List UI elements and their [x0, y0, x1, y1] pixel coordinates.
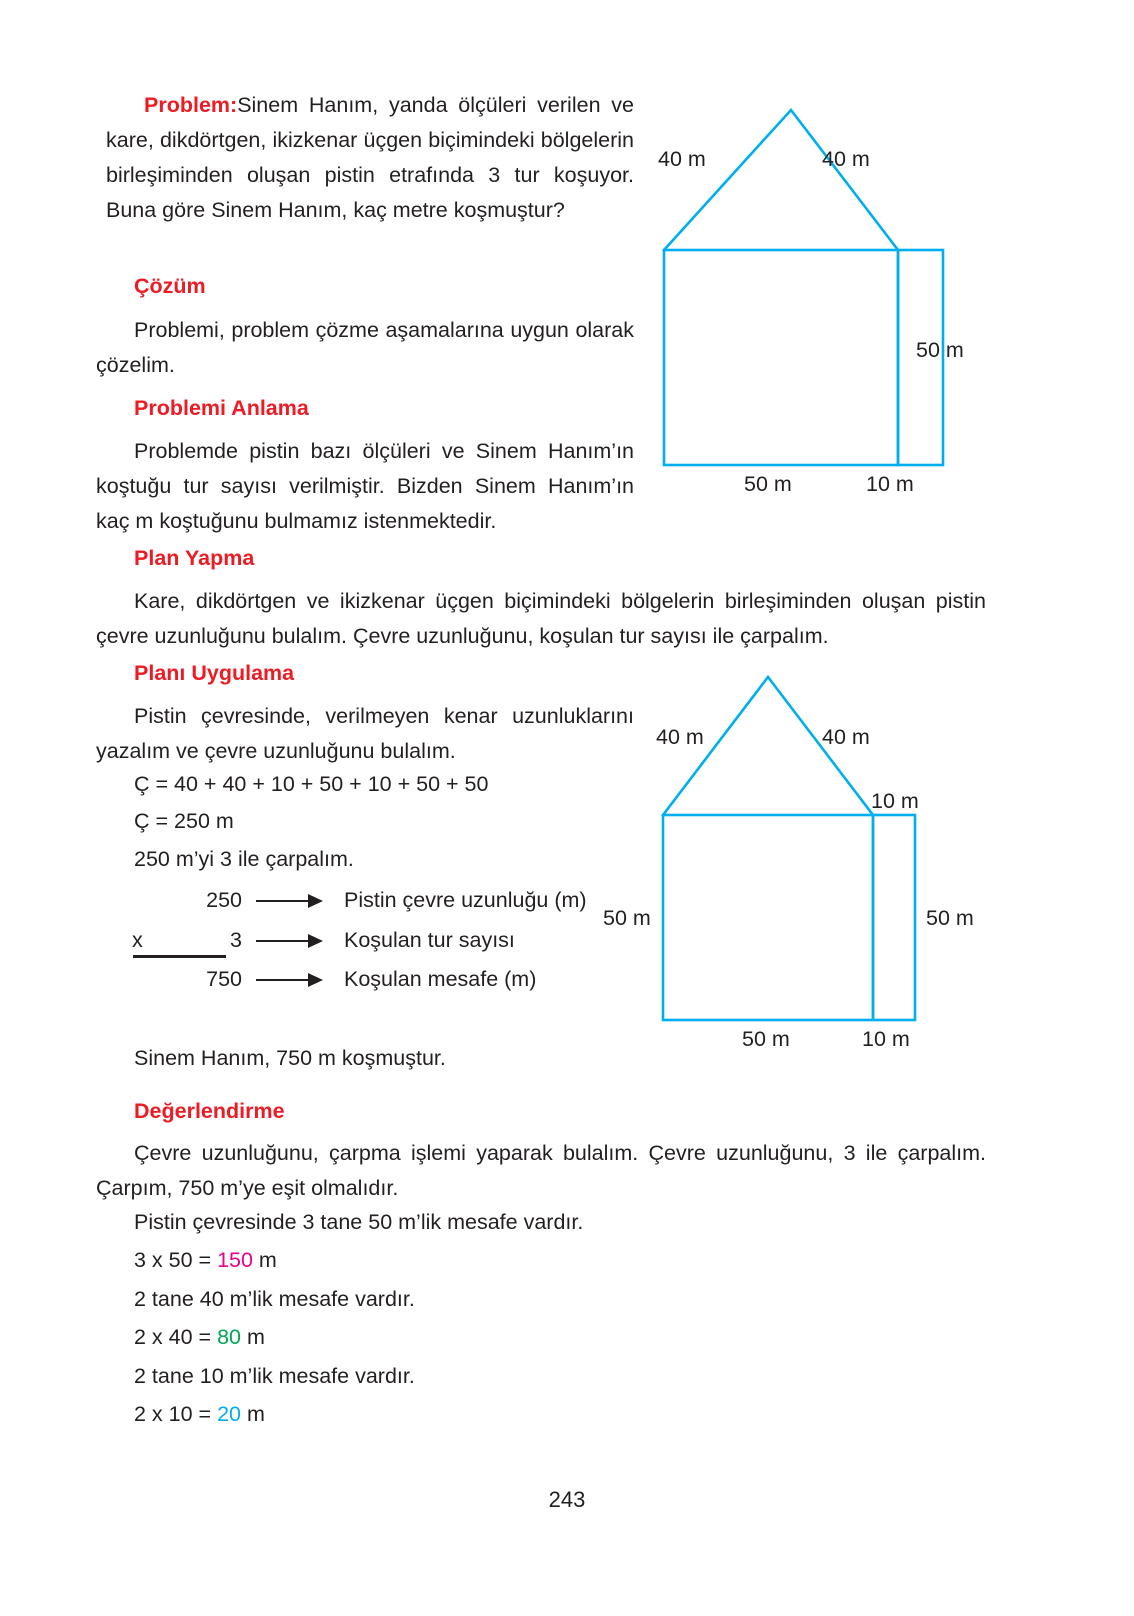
figure-bottom-label-right-side: 50 m — [926, 906, 974, 930]
multiplication-operator: x — [132, 928, 143, 952]
perimeter-sum-line: Ç = 40 + 40 + 10 + 50 + 10 + 50 + 50 — [134, 772, 489, 796]
planning-paragraph: Kare, dikdörtgen ve ikizkenar üçgen biçimindeki bölgelerin birleşiminden oluşan pistin çevre uzunluğunu bulalım. Çevre uzunluğunu, koşulan tur sayısı ile çarpalım. — [96, 589, 986, 648]
square-region-outline — [663, 815, 873, 1020]
applying-paragraph: Pistin çevresinde, verilmeyen kenar uzunluklarını yazalım ve çevre uzunluğunu bulalım. — [96, 704, 634, 763]
check-equation-prefix: 2 x 10 = — [134, 1402, 218, 1426]
arrow-right-icon — [256, 932, 330, 950]
multiplication-row-2 — [132, 928, 515, 953]
heading-degerlendirme: Değerlendirme — [134, 1099, 285, 1123]
problem-paragraph — [106, 88, 640, 228]
check-equation-prefix: 3 x 50 = — [134, 1248, 218, 1272]
check-equation-2 — [134, 1322, 265, 1352]
multiplication-row-1 — [160, 888, 587, 913]
check-equation-prefix: 2 x 40 = — [134, 1325, 218, 1349]
multiplication-description: Koşulan mesafe (m) — [344, 967, 537, 991]
multiply-instruction-line: 250 m’yi 3 ile çarpalım. — [134, 847, 354, 871]
check-equation-1 — [134, 1245, 277, 1275]
check-equation-value: 20 — [217, 1402, 241, 1426]
check-equation-unit: m — [241, 1402, 265, 1426]
check-equation-unit: m — [252, 1248, 277, 1272]
multiplication-description: Pistin çevre uzunluğu (m) — [344, 888, 587, 912]
page-number: 243 — [548, 1487, 586, 1512]
figure-bottom-label-top-right: 10 m — [871, 789, 919, 813]
check-equation-unit: m — [241, 1325, 265, 1349]
multiplication-description: Koşulan tur sayısı — [344, 928, 515, 952]
check-equation-value: 150 — [217, 1248, 253, 1272]
figure-bottom-label-bottom-right: 10 m — [862, 1027, 910, 1051]
figure-top-label-bottom-right: 10 m — [866, 472, 914, 496]
figure-bottom-svg — [590, 665, 1010, 1075]
multiplication-row-3 — [160, 967, 536, 992]
figure-bottom-label-left-side: 50 m — [603, 906, 651, 930]
figure-top-label-right-side: 50 m — [916, 338, 964, 362]
problem-label: Problem: — [144, 93, 238, 117]
figure-top — [640, 90, 1000, 496]
figure-top-label-bottom-left: 50 m — [744, 472, 792, 496]
heading-plani-uygulama: Planı Uygulama — [134, 661, 295, 685]
check-statement-2: 2 tane 40 m’lik mesafe vardır. — [134, 1287, 415, 1311]
perimeter-result-line: Ç = 250 m — [134, 809, 234, 833]
figure-bottom — [590, 665, 1010, 1075]
problem-text: Sinem Hanım, yanda ölçüleri verilen ve kare, dikdörtgen, ikizkenar üçgen biçimindeki bölgelerin birleşiminden oluşan pistin etrafında 3 tur koşuyor. Buna göre Sinem Hanım, kaç metre koşmuştur? — [106, 93, 640, 222]
arrow-right-icon — [256, 892, 330, 910]
arrow-right-icon — [256, 971, 330, 989]
heading-cozum: Çözüm — [134, 274, 206, 298]
multiplication-number: 3 — [230, 928, 242, 952]
figure-top-label-left-slant: 40 m — [658, 147, 706, 171]
check-equation-3 — [134, 1399, 265, 1429]
figure-bottom-label-left-slant: 40 m — [656, 725, 704, 749]
check-statement-1: Pistin çevresinde 3 tane 50 m’lik mesafe vardır. — [134, 1210, 584, 1234]
check-equation-value: 80 — [217, 1325, 241, 1349]
applying-conclusion-line: Sinem Hanım, 750 m koşmuştur. — [134, 1046, 446, 1070]
multiplication-number: 250 — [206, 888, 242, 912]
multiplication-number: 750 — [206, 967, 242, 991]
square-region-outline — [664, 250, 898, 465]
rectangle-region-outline — [873, 815, 915, 1020]
check-statement-3: 2 tane 10 m’lik mesafe vardır. — [134, 1364, 415, 1388]
multiplication-rule — [133, 955, 226, 958]
evaluation-paragraph: Çevre uzunluğunu, çarpma işlemi yaparak bulalım. Çevre uzunluğunu, 3 ile çarpalım. Çarpım, 750 m’ye eşit olmalıdır. — [96, 1141, 986, 1200]
figure-bottom-label-bottom-left: 50 m — [742, 1027, 790, 1051]
triangle-roof-outline — [664, 110, 898, 250]
solution-intro-paragraph: Problemi, problem çözme aşamalarına uygun olarak çözelim. — [96, 318, 634, 377]
heading-problemi-anlama: Problemi Anlama — [134, 396, 309, 420]
figure-top-label-right-slant: 40 m — [822, 147, 870, 171]
heading-plan-yapma: Plan Yapma — [134, 546, 255, 570]
figure-bottom-label-right-slant: 40 m — [822, 725, 870, 749]
understanding-paragraph: Problemde pistin bazı ölçüleri ve Sinem Hanım’ın koştuğu tur sayısı verilmiştir. Bizden Sinem Hanım’ın kaç m koştuğunu bulmamız istenmektedir. — [96, 439, 634, 533]
